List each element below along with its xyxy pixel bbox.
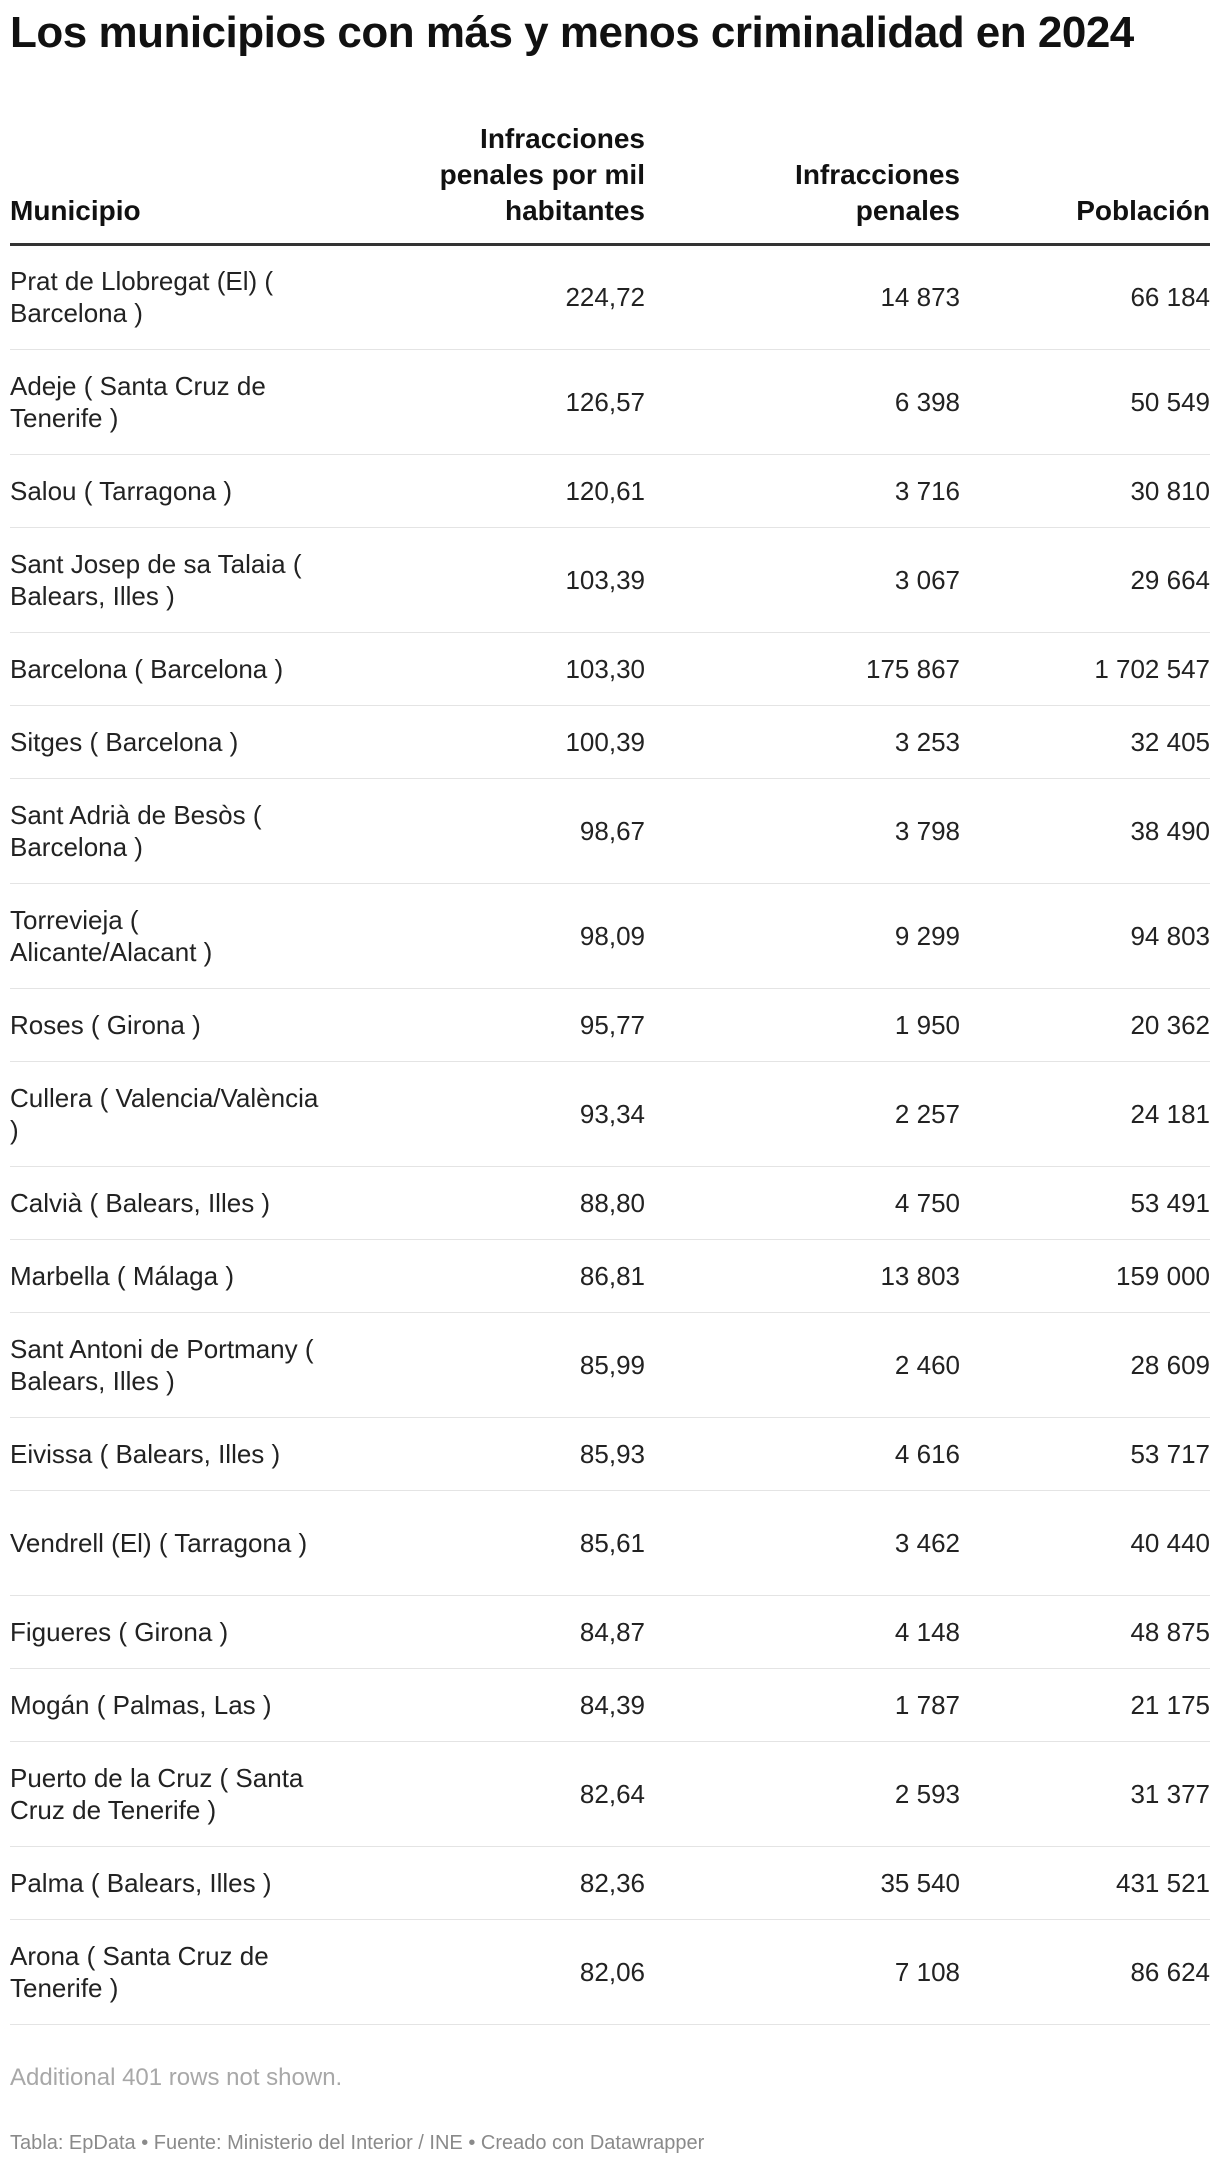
column-header-rate[interactable] [350,112,645,244]
municipio-cell: Adeje ( Santa Cruz de Tenerife ) [10,349,350,454]
municipio-cell: Eivissa ( Balears, Illes ) [10,1417,350,1490]
rate-cell: 95,77 [350,988,645,1061]
rate-cell: 103,39 [350,527,645,632]
poblacion-cell: 1 702 547 [960,632,1210,705]
municipio-cell: Sant Adrià de Besòs ( Barcelona ) [10,778,350,883]
poblacion-cell: 53 717 [960,1417,1210,1490]
poblacion-cell: 159 000 [960,1239,1210,1312]
poblacion-cell: 431 521 [960,1846,1210,1919]
infracciones-cell: 13 803 [645,1239,960,1312]
infracciones-cell: 4 148 [645,1595,960,1668]
column-header-municipio[interactable]: Municipio [10,112,350,244]
poblacion-cell: 53 491 [960,1166,1210,1239]
poblacion-cell: 48 875 [960,1595,1210,1668]
infracciones-cell: 3 462 [645,1490,960,1595]
municipio-cell: Marbella ( Málaga ) [10,1239,350,1312]
table-row [10,1166,1210,1239]
table-row [10,1061,1210,1166]
rows-not-shown-note: Additional 401 rows not shown. [10,2064,343,2091]
table-row [10,1668,1210,1741]
table-row [10,527,1210,632]
rate-cell: 100,39 [350,705,645,778]
rate-cell: 120,61 [350,454,645,527]
poblacion-cell: 38 490 [960,778,1210,883]
column-header-infracciones[interactable] [645,112,960,244]
infracciones-cell: 175 867 [645,632,960,705]
poblacion-cell: 24 181 [960,1061,1210,1166]
poblacion-cell: 31 377 [960,1741,1210,1846]
table-row [10,454,1210,527]
infracciones-cell: 2 257 [645,1061,960,1166]
poblacion-cell: 29 664 [960,527,1210,632]
infracciones-cell: 35 540 [645,1846,960,1919]
rate-cell: 85,99 [350,1312,645,1417]
source-footer: Tabla: EpData • Fuente: Ministerio del Interior / INE • Creado con Datawrapper [10,2132,705,2154]
municipio-cell: Prat de Llobregat (El) ( Barcelona ) [10,244,350,349]
infracciones-cell: 7 108 [645,1919,960,2024]
poblacion-cell: 94 803 [960,883,1210,988]
rate-cell: 84,87 [350,1595,645,1668]
municipio-cell: Salou ( Tarragona ) [10,454,350,527]
poblacion-cell: 66 184 [960,244,1210,349]
poblacion-cell: 28 609 [960,1312,1210,1417]
poblacion-cell: 20 362 [960,988,1210,1061]
infracciones-cell: 6 398 [645,349,960,454]
table-row [10,632,1210,705]
municipio-cell: Barcelona ( Barcelona ) [10,632,350,705]
municipio-cell: Sitges ( Barcelona ) [10,705,350,778]
rate-cell: 98,09 [350,883,645,988]
table-row [10,988,1210,1061]
table-row [10,705,1210,778]
data-table [10,112,1210,2025]
table-row [10,778,1210,883]
rate-cell: 82,06 [350,1919,645,2024]
column-header-rate-text: Infracciones penales por mil habitantes [439,122,645,226]
poblacion-cell: 40 440 [960,1490,1210,1595]
table-row [10,1741,1210,1846]
municipio-cell: Roses ( Girona ) [10,988,350,1061]
municipio-cell: Sant Josep de sa Talaia ( Balears, Illes ) [10,527,350,632]
municipio-cell: Mogán ( Palmas, Las ) [10,1668,350,1741]
poblacion-cell: 32 405 [960,705,1210,778]
municipio-cell: Vendrell (El) ( Tarragona ) [10,1490,350,1595]
municipio-cell: Calvià ( Balears, Illes ) [10,1166,350,1239]
rate-cell: 85,61 [350,1490,645,1595]
header-row [10,112,1210,244]
infracciones-cell: 1 787 [645,1668,960,1741]
infracciones-cell: 9 299 [645,883,960,988]
poblacion-cell: 30 810 [960,454,1210,527]
table-row [10,1919,1210,2024]
infracciones-cell: 3 716 [645,454,960,527]
municipio-cell: Sant Antoni de Portmany ( Balears, Illes ) [10,1312,350,1417]
municipio-cell: Cullera ( Valencia/València ) [10,1061,350,1166]
chart-title: Los municipios con más y menos criminalidad en 2024 [10,8,1134,57]
municipio-cell: Arona ( Santa Cruz de Tenerife ) [10,1919,350,2024]
rate-cell: 98,67 [350,778,645,883]
rate-cell: 84,39 [350,1668,645,1741]
poblacion-cell: 86 624 [960,1919,1210,2024]
table-row [10,1417,1210,1490]
table-row [10,1239,1210,1312]
infracciones-cell: 4 750 [645,1166,960,1239]
municipio-cell: Palma ( Balears, Illes ) [10,1846,350,1919]
municipio-cell: Puerto de la Cruz ( Santa Cruz de Tenerife ) [10,1741,350,1846]
rate-cell: 224,72 [350,244,645,349]
rate-cell: 93,34 [350,1061,645,1166]
rate-cell: 103,30 [350,632,645,705]
table-row [10,1846,1210,1919]
rate-cell: 82,36 [350,1846,645,1919]
infracciones-cell: 4 616 [645,1417,960,1490]
rate-cell: 86,81 [350,1239,645,1312]
table-row [10,1312,1210,1417]
municipio-cell: Torrevieja ( Alicante/Alacant ) [10,883,350,988]
infracciones-cell: 2 460 [645,1312,960,1417]
column-header-poblacion[interactable]: Población [960,112,1210,244]
column-header-infracciones-text: Infracciones penales [795,158,960,226]
infracciones-cell: 14 873 [645,244,960,349]
municipio-cell: Figueres ( Girona ) [10,1595,350,1668]
rate-cell: 85,93 [350,1417,645,1490]
infracciones-cell: 1 950 [645,988,960,1061]
infracciones-cell: 3 067 [645,527,960,632]
infracciones-cell: 3 798 [645,778,960,883]
rate-cell: 88,80 [350,1166,645,1239]
table-row [10,1595,1210,1668]
poblacion-cell: 50 549 [960,349,1210,454]
table-row [10,883,1210,988]
table-row [10,244,1210,349]
rate-cell: 82,64 [350,1741,645,1846]
poblacion-cell: 21 175 [960,1668,1210,1741]
table-row [10,349,1210,454]
infracciones-cell: 3 253 [645,705,960,778]
infracciones-cell: 2 593 [645,1741,960,1846]
rate-cell: 126,57 [350,349,645,454]
table-row [10,1490,1210,1595]
